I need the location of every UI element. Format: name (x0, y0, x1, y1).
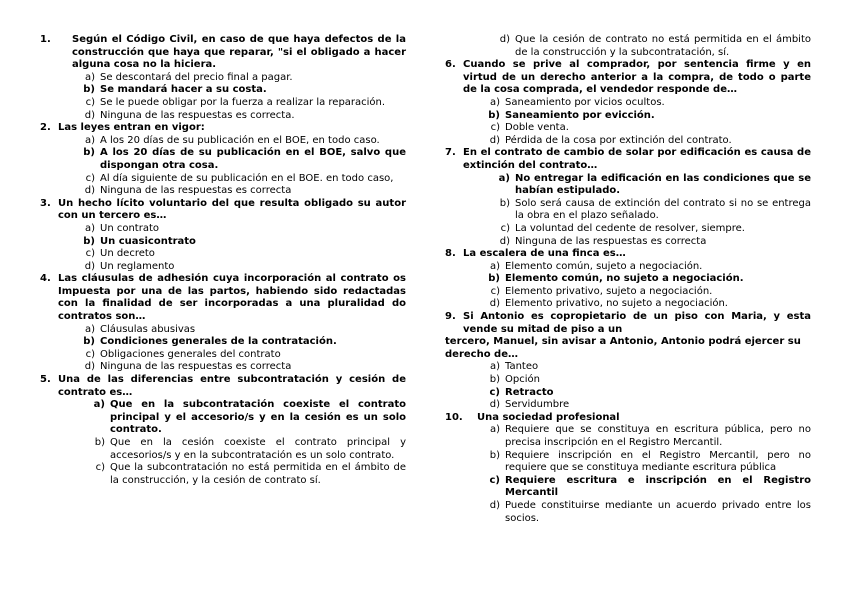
option-text: Requiere que se constituya en escritura pública, pero no precisa inscripción en el Registro Mercantil. (505, 424, 811, 448)
option (40, 185, 406, 198)
option-letter: c) (490, 285, 500, 297)
question-number: 3. (40, 197, 51, 209)
option (445, 387, 811, 400)
option-text: No entregar la edificación en las condiciones que se habían estipulado. (515, 172, 811, 197)
option-letter: a) (84, 71, 95, 83)
option-text: Al día siguiente de su publicación en el BOE. en todo caso, (100, 172, 394, 184)
option (445, 223, 811, 236)
option-letter: b) (489, 449, 500, 461)
option-text: A los 20 días de su publicación en el BOE, en todo caso. (100, 134, 380, 146)
option-letter: d) (489, 298, 500, 310)
question-text: Una sociedad profesional (477, 411, 620, 423)
option (40, 324, 406, 337)
option (445, 236, 811, 249)
option-letter: a) (489, 361, 500, 373)
option-letter: c) (490, 122, 500, 134)
option-letter: d) (499, 34, 510, 45)
option-text: Condiciones generales de la contratación. (100, 336, 337, 348)
question-7 (445, 147, 811, 248)
question-text: Las cláusulas de adhesión cuya incorporación al contrato os Impuesta por una de las partos, habiendo sido redactadas con la finalidad de ser incorporadas a una pluralidad do contratos son… (58, 273, 406, 323)
option-text: Saneamiento por evicción. (505, 109, 655, 121)
question-text: Un hecho lícito voluntario del que resulta obligado su autor con un tercero es… (58, 197, 406, 222)
question-10 (445, 412, 811, 525)
option-letter: a) (498, 172, 510, 184)
option-text: Se descontará del precio final a pagar. (100, 71, 293, 83)
option-letter: d) (489, 399, 500, 411)
question-9 (445, 311, 811, 412)
question-text: Las leyes entran en vigor: (58, 122, 205, 134)
option-letter: a) (93, 399, 105, 411)
option (40, 437, 406, 462)
option-letter: b) (489, 374, 500, 386)
option-text: Un reglamento (100, 260, 175, 272)
option (445, 173, 811, 198)
question-text: Según el Código Civil, en caso de que haya defectos de la construcción que haya que reparar, "si el obligado a hacer alguna cosa no la hiciera. (72, 34, 406, 71)
option (445, 286, 811, 299)
option-text: La voluntad del cedente de resolver, siempre. (515, 222, 745, 234)
option-text: Saneamiento por vicios ocultos. (505, 96, 665, 108)
option-letter: d) (84, 361, 95, 373)
option-letter: b) (94, 437, 105, 448)
option-letter: b) (83, 84, 95, 96)
option-letter: d) (84, 260, 95, 272)
option (40, 261, 406, 274)
option (40, 361, 406, 374)
option (40, 248, 406, 261)
option-letter: d) (489, 134, 500, 146)
option-text: Elemento privativo, no sujeto a negociación. (505, 298, 728, 310)
option (445, 110, 811, 123)
option (40, 97, 406, 110)
option-text: A los 20 días de su publicación en el BOE, salvo que dispongan otra cosa. (100, 147, 406, 171)
question-number: 7. (445, 147, 456, 159)
question-1 (40, 34, 406, 122)
option-letter: c) (85, 348, 95, 360)
option-letter: d) (84, 109, 95, 121)
option-text: Tanteo (505, 361, 539, 373)
option-text: Obligaciones generales del contrato (100, 348, 281, 360)
option-text: Se le puede obligar por la fuerza a realizar la reparación. (100, 96, 386, 108)
question-text: La escalera de una finca es… (463, 248, 626, 260)
option-text: Ninguna de las respuestas es correcta (100, 185, 292, 197)
option-text: Servidumbre (505, 399, 570, 411)
option-text: Puede constituirse mediante un acuerdo privado entre los socios. (505, 499, 811, 524)
question-number: 9. (445, 311, 456, 323)
option (445, 399, 811, 412)
question-3 (40, 198, 406, 274)
option (40, 223, 406, 236)
option-letter: c) (489, 386, 500, 398)
option (40, 236, 406, 249)
option-letter: c) (95, 462, 105, 474)
question-number: 4. (40, 273, 51, 285)
option-text: Un decreto (100, 248, 155, 260)
question-8 (445, 248, 811, 311)
option (445, 361, 811, 374)
option-letter: c) (500, 222, 510, 234)
option-text: Un contrato (100, 222, 159, 234)
option (445, 135, 811, 148)
question-text: En el contrato de cambio de solar por edificación es causa de extinción del contrato… (463, 147, 811, 171)
option-text: Que en la subcontratación coexiste el contrato principal y el accesorio/s y en la cesión es un solo contrato. (110, 399, 406, 436)
option-text: Que la cesión de contrato no está permitida en el ámbito de la construcción y la subcontratación, sí. (515, 34, 811, 58)
option-text: Cláusulas abusivas (100, 323, 196, 335)
option-letter: c) (85, 248, 95, 260)
left-column (40, 34, 406, 487)
option (445, 34, 811, 59)
option-letter: b) (488, 273, 500, 285)
option-letter: a) (84, 222, 95, 234)
option (445, 450, 811, 475)
question-text: Si Antonio es copropietario de un piso con Maria, y esta vende su mitad de piso a un (463, 311, 811, 335)
question-4 (40, 273, 406, 374)
option (40, 399, 406, 437)
option-letter: d) (499, 235, 510, 247)
option-text: Ninguna de las respuestas es correcta (100, 361, 292, 373)
option-letter: a) (489, 424, 500, 436)
question-6 (445, 59, 811, 147)
option (445, 261, 811, 274)
option (40, 336, 406, 349)
question-2 (40, 122, 406, 198)
option-text: Que la subcontratación no está permitida en el ámbito de la construcción, y la cesión de contrato sí. (110, 462, 406, 486)
option (40, 173, 406, 186)
option (40, 462, 406, 487)
option-text: Un cuasicontrato (100, 235, 196, 247)
option (445, 198, 811, 223)
option-text: Ninguna de las respuestas es correcta (515, 235, 707, 247)
option-letter: b) (83, 147, 95, 159)
option-text: Elemento común, sujeto a negociación. (505, 260, 703, 272)
option-text: Requiere escritura e inscripción en el Registro Mercantil (505, 474, 811, 499)
option (40, 147, 406, 172)
option (40, 135, 406, 148)
option-text: Doble venta. (505, 122, 569, 134)
option-letter: d) (84, 185, 95, 197)
option-letter: a) (84, 323, 95, 335)
option-text: Solo será causa de extinción del contrato si no se entrega la obra en el plazo señalado. (515, 197, 811, 222)
question-text: Una de las diferencias entre subcontratación y cesión de contrato es… (58, 374, 406, 398)
option-letter: b) (488, 109, 500, 121)
option-text: Se mandará hacer a su costa. (100, 84, 267, 96)
question-5 (40, 374, 406, 487)
option (40, 84, 406, 97)
option-letter: b) (83, 235, 95, 247)
option-letter: b) (83, 336, 95, 348)
question-number: 1. (40, 34, 51, 45)
option (445, 374, 811, 387)
option (40, 72, 406, 85)
question-number: 8. (445, 248, 456, 260)
option-text: Retracto (505, 386, 554, 398)
option (445, 500, 811, 525)
option-text: Opción (505, 374, 540, 386)
option-text: Que en la cesión coexiste el contrato principal y accesorios/s y en la subcontratación es un solo contrato. (110, 437, 406, 461)
option-text: Pérdida de la cosa por extinción del contrato. (505, 134, 732, 146)
option-letter: c) (85, 172, 95, 184)
option (40, 349, 406, 362)
option-letter: a) (489, 96, 500, 108)
option (445, 475, 811, 500)
question-text: Cuando se prive al comprador, por sentencia firme y en virtud de un derecho anterior a la compra, de todo o parte de la cosa comprada, el vendedor responde de… (463, 59, 811, 96)
option-letter: c) (489, 474, 500, 486)
question-number: 5. (40, 374, 51, 386)
option (445, 424, 811, 449)
option (445, 273, 811, 286)
question-number: 2. (40, 122, 51, 134)
option-letter: b) (499, 197, 510, 209)
option (445, 97, 811, 110)
option (445, 122, 811, 135)
question-number: 10. (445, 411, 463, 423)
option-letter: a) (84, 134, 95, 146)
question-text-continuation: tercero, Manuel, sin avisar a Antonio, Antonio podrá ejercer su derecho de… (445, 336, 801, 360)
right-column (445, 34, 811, 525)
option-letter: d) (489, 499, 500, 511)
option-text: Requiere inscripción en el Registro Mercantil, pero no requiere que se constituya mediante escritura pública (505, 449, 811, 474)
option-letter: c) (85, 96, 95, 108)
option-text: Elemento común, no sujeto a negociación. (505, 273, 744, 285)
option-text: Ninguna de las respuestas es correcta. (100, 109, 295, 121)
option (40, 110, 406, 123)
option-letter: a) (489, 260, 500, 272)
option-text: Elemento privativo, sujeto a negociación. (505, 285, 713, 297)
option (445, 298, 811, 311)
question-number: 6. (445, 59, 456, 71)
